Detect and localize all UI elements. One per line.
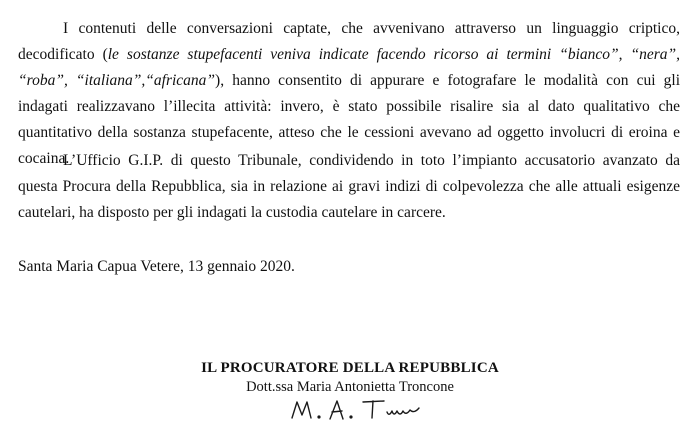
handwritten-signature-icon	[288, 396, 468, 426]
signature-block	[190, 358, 510, 396]
italic-terms-note: le sostanze stupefacenti veniva indicate facendo ricorso ai termini “bianco”, “nera”, “roba”, “italiana”,“africana”	[18, 46, 681, 89]
paragraph-gip-decision: L’Ufficio G.I.P. di questo Tribunale, condividendo in toto l’impianto accusatorio avanzato da questa Procura della Repubblica, sia in relazione ai gravi indizi di colpevolezza che alle attuali esigenze cautelari, ha disposto per gli indagati la custodia cautelare in carcere.	[18, 152, 680, 221]
paragraph-1-text-end: ), hanno consentito di appurare e fotografare le modalità con cui gli indagati realizzavano l’illecita attività: invero, è stato possibile risalire sia al dato qualitativo che quantitativo della sostanza stupefacente, atteso che le cessioni avevano ad oggetto involucri di eroina e cocaina.	[18, 72, 680, 167]
prosecutor-title: IL PROCURATORE DELLA REPUBBLICA	[201, 360, 499, 376]
place-and-date: Santa Maria Capua Vetere, 13 gennaio 2020.	[18, 258, 295, 275]
prosecutor-name: Dott.ssa Maria Antonietta Troncone	[246, 379, 454, 395]
paragraph-1-text-start: I contenuti delle conversazioni captate, che avvenivano attraverso un linguaggio criptico, decodificato (	[18, 20, 680, 63]
